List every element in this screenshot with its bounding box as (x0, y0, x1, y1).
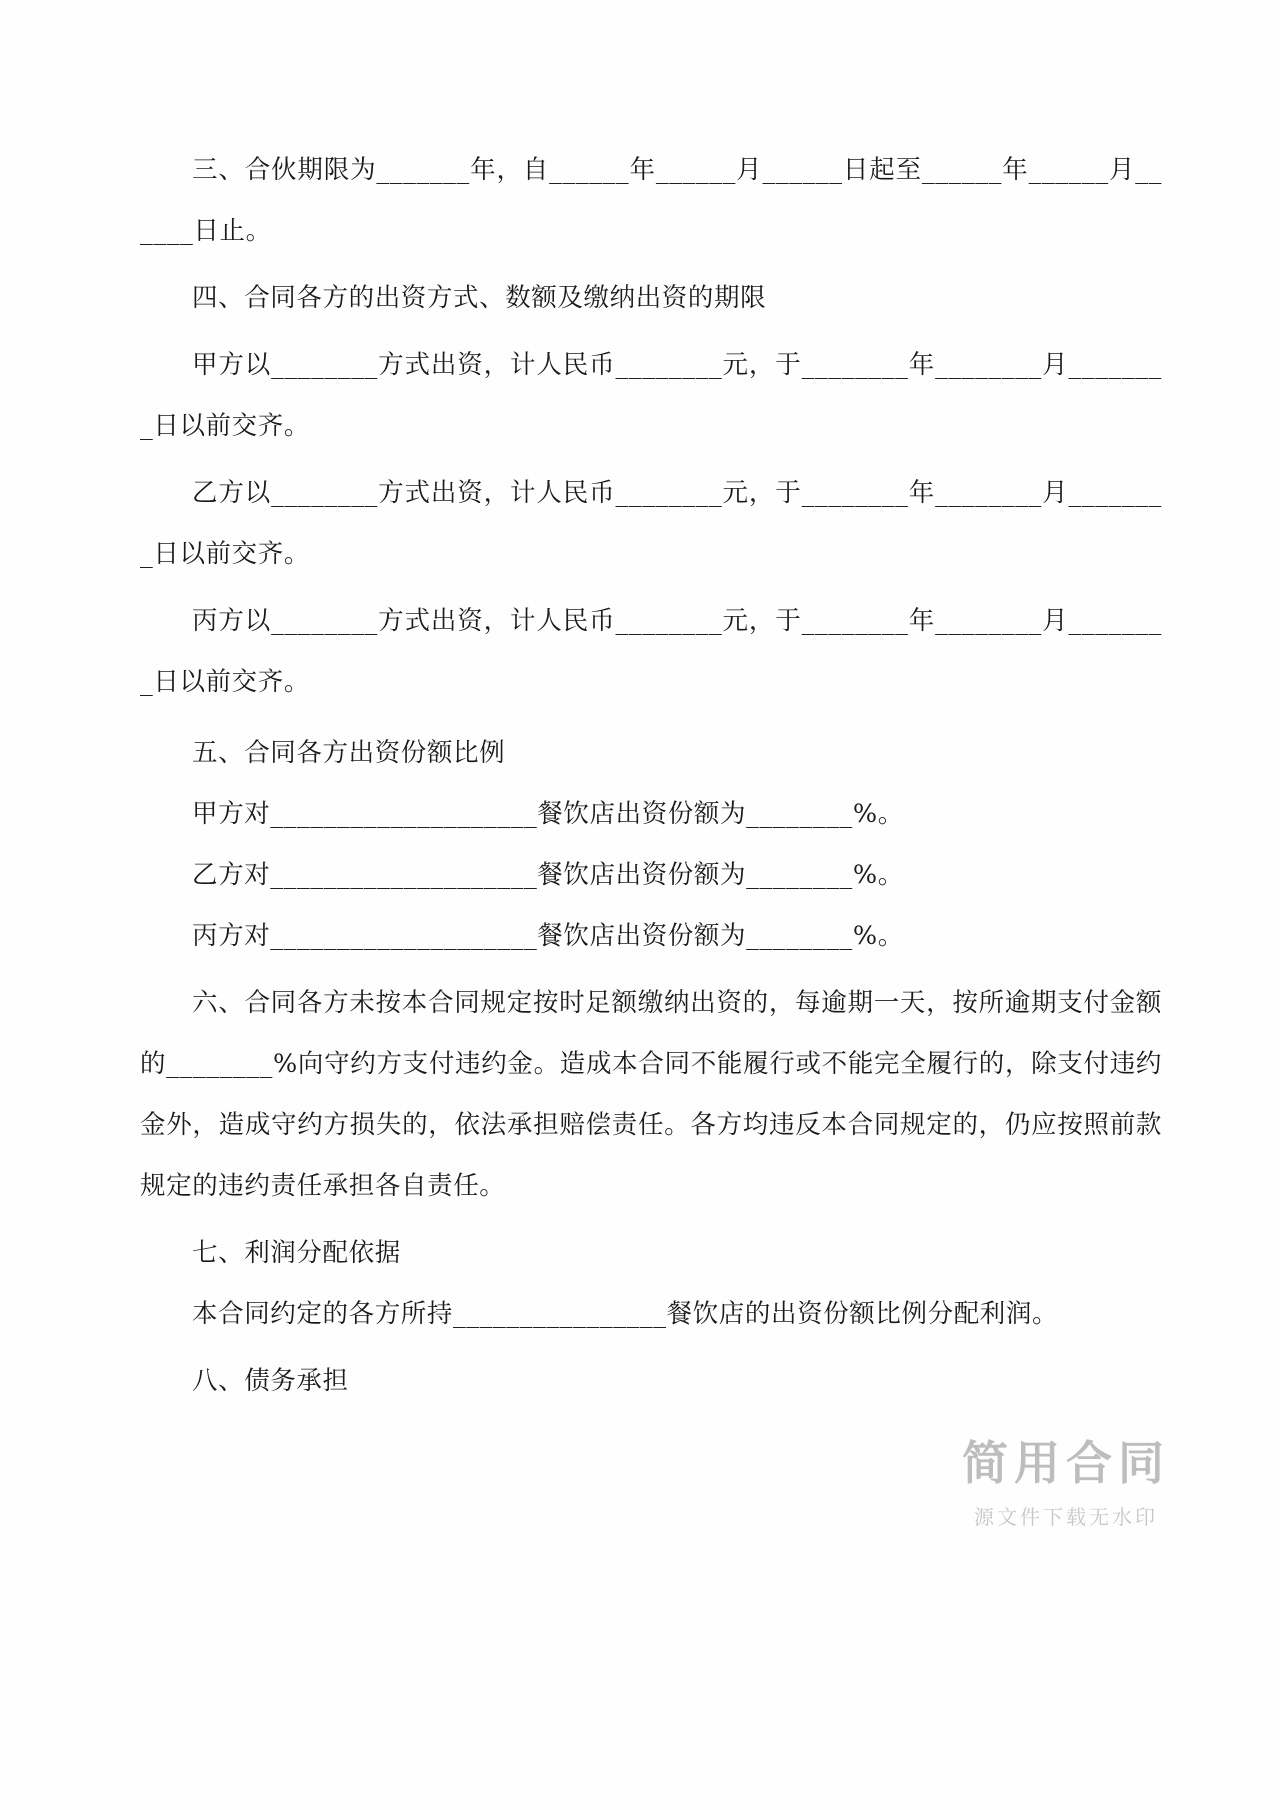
paragraph-clause-4-party-c: 丙方以________方式出资，计人民币________元，于________年________月________日以前交齐。 (140, 606, 1162, 697)
heading-clause-5: 五、合同各方出资份额比例 (192, 738, 506, 768)
watermark (962, 1438, 1170, 1530)
paragraph-clause-5-party-c: 丙方对____________________餐饮店出资份额为________%。 (192, 921, 904, 951)
paragraph-clause-4-party-a: 甲方以________方式出资，计人民币________元，于________年________月________日以前交齐。 (140, 350, 1162, 441)
heading-clause-4: 四、合同各方的出资方式、数额及缴纳出资的期限 (192, 283, 767, 313)
heading-clause-8: 八、债务承担 (192, 1366, 349, 1396)
heading-clause-7: 七、利润分配依据 (192, 1238, 401, 1268)
paragraph-clause-3: 三、合伙期限为_______年，自______年______月______日起至______年______月______日止。 (140, 155, 1162, 246)
paragraph-clause-7-body: 本合同约定的各方所持________________餐饮店的出资份额比例分配利润。 (192, 1299, 1059, 1329)
paragraph-clause-5-party-a: 甲方对____________________餐饮店出资份额为________%。 (192, 799, 904, 829)
watermark-title: 简用合同 (962, 1436, 1170, 1491)
paragraph-clause-4-party-b: 乙方以________方式出资，计人民币________元，于________年________月________日以前交齐。 (140, 478, 1162, 569)
paragraph-clause-6: 六、合同各方未按本合同规定按时足额缴纳出资的，每逾期一天，按所逾期支付金额的________%向守约方支付违约金。造成本合同不能履行或不能完全履行的，除支付违约金外，造成守约方损失的，依法承担赔偿责任。各方均违反本合同规定的，仍应按照前款规定的违约责任承担各自责任。 (140, 988, 1162, 1201)
document-body (140, 140, 1162, 1412)
paragraph-clause-5-party-b: 乙方对____________________餐饮店出资份额为________%。 (192, 860, 904, 890)
watermark-subtitle: 源文件下载无水印 (974, 1505, 1158, 1529)
